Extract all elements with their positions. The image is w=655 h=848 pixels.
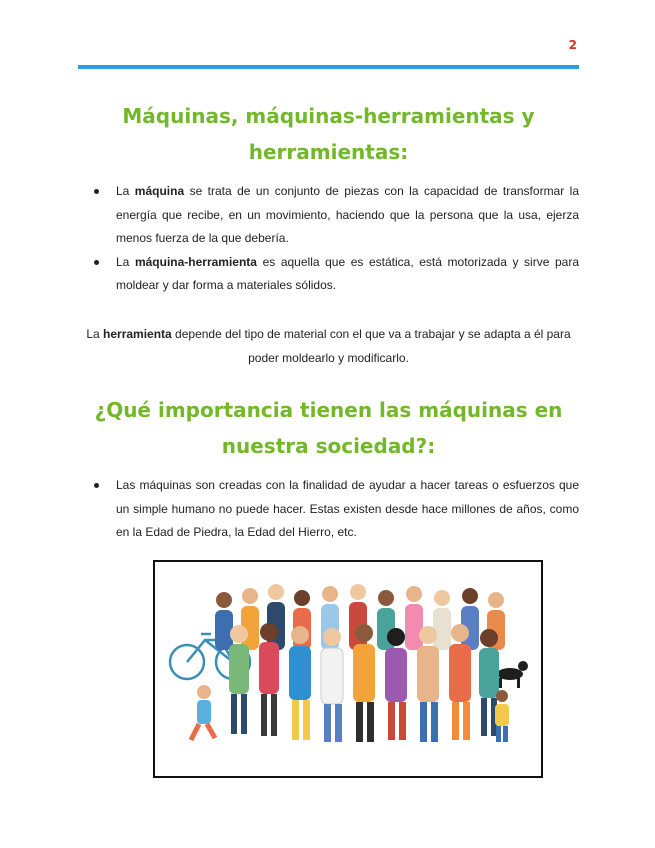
tool-paragraph: La herramienta depende del tipo de material con el que va a trabajar y se adapta a él para poder moldearlo y modificarlo. (86, 327, 571, 365)
dog-icon (497, 661, 528, 688)
crowd-illustration-frame (153, 560, 543, 778)
section-heading-machines: Máquinas, máquinas-herramientas y herramientas: (122, 104, 535, 164)
bullet-importance: Las máquinas son creadas con la finalidad de ayudar a hacer tareas o esfuerzos que un simple humano no puede hacer. Estas existen desde hace millones de años, como en la Edad de Piedra, la Edad del Hierro, etc. (78, 474, 579, 545)
bullet-maquina: La máquina se trata de un conjunto de piezas con la capacidad de transformar la energía que recibe, en un movimiento, haciendo que la persona que la usa, ejerza menos fuerza de la que debería. (78, 180, 579, 251)
crowd-people (191, 584, 509, 742)
machines-bullet-list (78, 180, 579, 298)
term-herramienta: herramienta (103, 327, 172, 341)
section-heading-importance: ¿Qué importancia tienen las máquinas en nuestra sociedad?: (94, 398, 563, 458)
page-number: 2 (568, 38, 577, 52)
term-maquina-herramienta: máquina-herramienta (134, 254, 257, 269)
term-maquina: máquina (134, 184, 185, 198)
importance-bullet-list (78, 474, 579, 545)
bullet-maquina-herramienta: La máquina-herramienta es aquella que es estática, está motorizada y sirve para moldear y dar forma a materiales sólidos. (78, 251, 579, 298)
crowd-of-people-illustration (155, 562, 541, 776)
header-rule (78, 65, 579, 69)
